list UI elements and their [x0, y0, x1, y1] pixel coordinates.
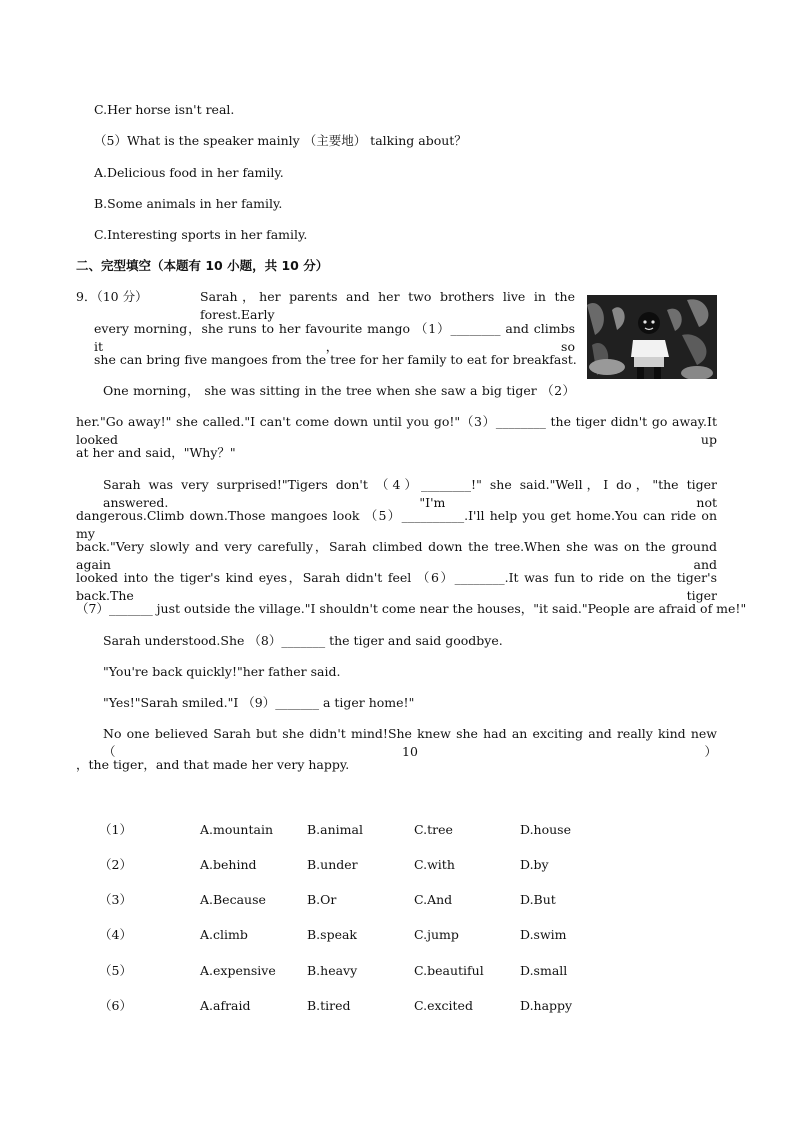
option-a: A.mountain	[200, 822, 274, 837]
passage-line-7: Sarah was very surprised!"Tigers don't （4）________!" she said."Well，I do，"the tiger answered. "I'm not	[103, 477, 717, 510]
option-d: D.house	[520, 822, 571, 837]
option-b: B.heavy	[307, 963, 358, 978]
passage-line-9: back."Very slowly and very carefully，Sarah climbed down the tree.When she was on the ground again and	[76, 539, 717, 572]
option-a: A.afraid	[200, 998, 251, 1013]
option-d: D.swim	[520, 927, 567, 942]
passage-line-1: Sarah，her parents and her two brothers live in the forest.Early	[200, 289, 575, 322]
passage-line-6: at her and said，"Why？"	[76, 445, 236, 460]
story-illustration	[587, 295, 717, 379]
passage-line-4: One morning， she was sitting in the tree when she saw a big tiger （2）	[103, 383, 575, 398]
option-row-5	[99, 962, 619, 980]
option-d: D.But	[520, 892, 556, 907]
option-b-animals: B.Some animals in her family.	[94, 196, 283, 211]
passage-line-10: looked into the tiger's kind eyes，Sarah didn't feel （6）________.It was fun to ride on the tiger's back.The tiger	[76, 570, 717, 603]
option-c-sports: C.Interesting sports in her family.	[94, 227, 308, 242]
passage-line-16: ，the tiger，and that made her very happy.	[76, 757, 350, 772]
passage-line-2: every morning，she runs to her favourite mango （1）________ and climbs it，so	[94, 321, 575, 354]
option-row-4	[99, 926, 619, 944]
option-d: D.small	[520, 963, 568, 978]
option-row-3	[99, 891, 619, 909]
option-number: （4）	[99, 927, 132, 942]
option-number: （5）	[99, 963, 132, 978]
option-c-horse: C.Her horse isn't real.	[94, 102, 235, 117]
option-d: D.happy	[520, 998, 573, 1013]
passage-line-3: she can bring five mangoes from the tree for her family to eat for breakfast.	[94, 352, 577, 367]
option-c: C.jump	[414, 927, 459, 942]
option-b: B.animal	[307, 822, 363, 837]
option-row-1	[99, 821, 619, 839]
option-a: A.climb	[200, 927, 248, 942]
passage-line-14: "Yes!"Sarah smiled."I （9）_______ a tiger home!"	[103, 695, 415, 710]
option-number: （2）	[99, 857, 132, 872]
option-a: A.expensive	[200, 963, 276, 978]
passage-line-11: （7）_______ just outside the village."I shouldn't come near the houses，"it said."People are afraid of me!"	[76, 601, 747, 616]
option-b: B.Or	[307, 892, 337, 907]
passage-line-15: No one believed Sarah but she didn't mind!She knew she had an exciting and really kind new （10）	[103, 726, 717, 759]
question-5: （5）What is the speaker mainly （主要地） talking about？	[94, 133, 467, 148]
option-number: （1）	[99, 822, 132, 837]
passage-line-12: Sarah understood.She （8）_______ the tiger and said goodbye.	[103, 633, 503, 648]
option-number: （3）	[99, 892, 132, 907]
option-c: C.excited	[414, 998, 473, 1013]
option-number: （6）	[99, 998, 132, 1013]
option-a-food: A.Delicious food in her family.	[94, 165, 284, 180]
girl-in-forest-image	[587, 295, 717, 379]
section-heading: 二、完型填空（本题有 10 小题，共 10 分）	[76, 258, 329, 273]
passage-line-5: her."Go away!" she called."I can't come down until you go!"（3）________ the tiger didn't go away.It looked up	[76, 414, 717, 447]
option-c: C.with	[414, 857, 455, 872]
option-a: A.behind	[200, 857, 257, 872]
option-b: B.under	[307, 857, 358, 872]
option-b: B.speak	[307, 927, 357, 942]
question-number: 9．（10 分）	[76, 289, 148, 304]
passage-line-8: dangerous.Climb down.Those mangoes look （5）__________.I'll help you get home.You can ride on my	[76, 508, 717, 541]
option-row-2	[99, 856, 619, 874]
option-d: D.by	[520, 857, 549, 872]
option-row-6	[99, 997, 619, 1015]
option-c: C.And	[414, 892, 453, 907]
option-b: B.tired	[307, 998, 351, 1013]
passage-line-13: "You're back quickly!"her father said.	[103, 664, 341, 679]
option-a: A.Because	[200, 892, 266, 907]
option-c: C.tree	[414, 822, 453, 837]
option-c: C.beautiful	[414, 963, 484, 978]
